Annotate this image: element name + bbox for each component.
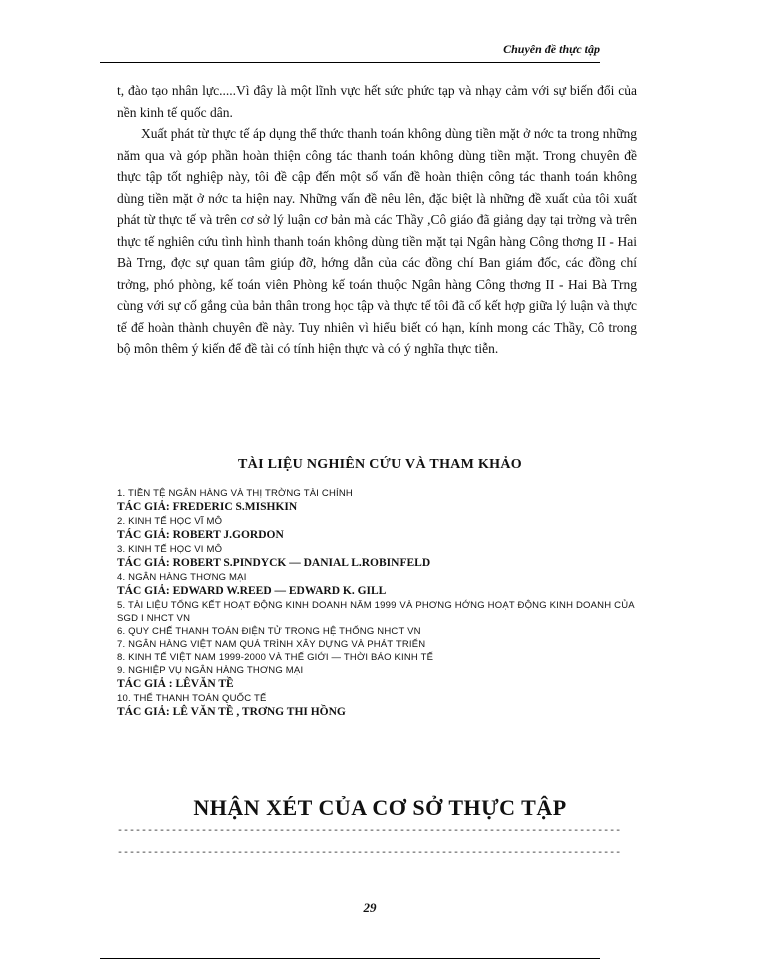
reference-item: 1. TIỀN TỆ NGÂN HÀNG VÀ THỊ TRỜNG TÀI CHÍNH [117,488,353,499]
dash-line: ------------------------------------------------------------------------------------ [117,826,622,837]
reference-item: 8. KINH TẾ VIỆT NAM 1999-2000 VÀ THẾ GIỚI — THỜI BÁO KINH TẾ [117,652,434,663]
reference-item: 4. NGÂN HÀNG THƠNG MẠI [117,572,247,583]
reference-author: TÁC GIẢ: LÊ VĂN TỀ , TRƠNG THI HỒNG [117,706,346,718]
footer-rule [100,958,600,959]
dash-line: ------------------------------------------------------------------------------------ [117,848,622,859]
reference-item: 7. NGÂN HÀNG VIỆT NAM QUÁ TRÌNH XÂY DỰNG VÀ PHÁT TRIỂN [117,639,426,650]
reference-item: 9. NGHIỆP VỤ NGÂN HÀNG THƠNG MẠI [117,665,304,676]
reference-author: TÁC GIẢ: EDWARD W.REED — EDWARD K. GILL [117,585,387,597]
body-text [117,80,637,360]
reference-item: 5. TÀI LIỆU TỔNG KẾT HOẠT ĐỘNG KINH DOANH NĂM 1999 VÀ PHƠNG HỚNG HOẠT ĐỘNG KINH DOANH CỦA SGD I NHCT VN [117,600,635,624]
reference-item: 2. KINH TẾ HỌC VĨ MÔ [117,516,223,527]
paragraph-1: t, đào tạo nhân lực.....Vì đây là một lĩnh vực hết sức phức tạp và nhạy cảm với sự biến đổi của nền kinh tế quốc dân. [117,83,637,120]
reference-author: TÁC GIẢ: ROBERT J.GORDON [117,529,284,541]
reference-item: 10. THỂ THANH TOÁN QUỐC TẾ [117,693,267,704]
page-number: 29 [363,900,377,915]
paragraph-2: Xuất phát từ thực tế áp dụng thể thức thanh toán không dùng tiền mặt ở nớc ta trong những năm qua và góp phần hoàn thiện công tác thanh toán không dùng tiền mặt. Trong chuyên đề thực tập tốt nghiệp này, tôi đề cập đến một số vấn đề hoàn thiện công tác thanh toán không dùng tiền mặt ở nớc ta hiện nay. Những vấn đề nêu lên, đặc biệt là những đề xuất của tôi xuất phát từ thực tế và trên cơ sở lý luận cơ bản mà các Thầy ,Cô giáo đã giảng dạy tại trờng và trên thực tế nghiên cứu tình hình thanh toán không dùng tiền mặt tại Ngân hàng Công thơng II - Hai Bà Trng, đợc sự quan tâm giúp đỡ, hớng dẫn của các đồng chí Ban giám đốc, các đồng chí trởng, phó phòng, kế toán viên Phòng kế toán thuộc Ngân hàng Công thơng II - Hai Bà Trng cùng với sự cố gắng của bản thân trong học tập và thực tế tôi đã cố kết hợp giữa lý luận và thực tế để hoàn thành chuyên đề này. Tuy nhiên vì hiểu biết có hạn, kính mong các Thầy, Cô trong bộ môn thêm ý kiến để đề tài có tính hiện thực và có ý nghĩa thực tiễn. [117,126,637,356]
references-list [117,487,657,720]
reference-item: 6. QUY CHẾ THANH TOÁN ĐIỆN TỬ TRONG HỆ THỐNG NHCT VN [117,626,421,637]
header-rule [100,62,600,63]
page-header-title: Chuyên đề thực tập [503,42,600,56]
reference-author: TÁC GIẢ: FREDERIC S.MISHKIN [117,501,298,513]
reference-author: TÁC GIẢ : LÊVĂN TỀ [117,678,234,690]
reference-item: 3. KINH TẾ HỌC VI MÔ [117,544,223,555]
reference-author: TÁC GIẢ: ROBERT S.PINDYCK — DANIAL L.ROBINFELD [117,557,431,569]
review-title: NHẬN XÉT CỦA CƠ SỞ THỰC TẬP [193,795,567,820]
references-title: TÀI LIỆU NGHIÊN CỨU VÀ THAM KHẢO [238,457,522,472]
